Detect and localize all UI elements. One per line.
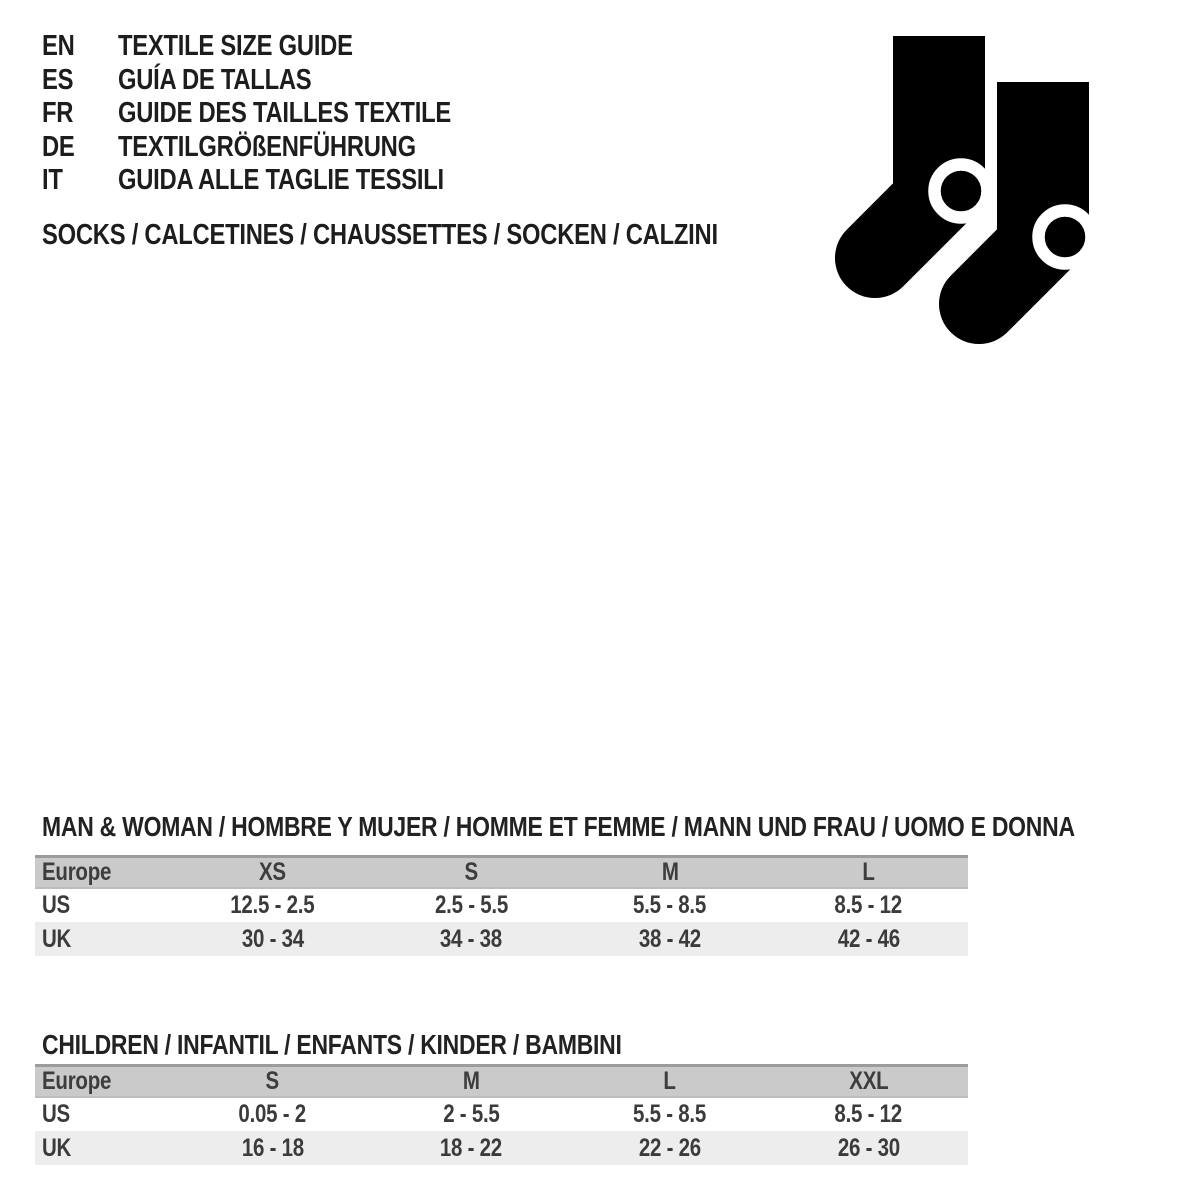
language-row-it bbox=[42, 164, 524, 198]
header-cell-size: XS bbox=[258, 858, 286, 886]
language-title: TEXTILGRÖßENFÜHRUNG bbox=[118, 130, 416, 163]
header-cell-size: M bbox=[462, 1067, 480, 1095]
language-code: ES bbox=[42, 63, 74, 96]
table-row-us bbox=[35, 888, 968, 922]
man-woman-table-title bbox=[42, 810, 1200, 844]
table-row-uk bbox=[35, 1131, 968, 1165]
row-label-cell: US bbox=[42, 1100, 70, 1128]
size-value-cell: 5.5 - 8.5 bbox=[633, 1100, 707, 1128]
language-title-list bbox=[42, 30, 524, 198]
size-value-cell: 2.5 - 5.5 bbox=[434, 891, 508, 919]
table-row-uk bbox=[35, 922, 968, 956]
header-cell-size: L bbox=[862, 858, 875, 886]
table-row-us bbox=[35, 1097, 968, 1131]
size-value-cell: 22 - 26 bbox=[638, 1133, 701, 1162]
language-row-fr bbox=[42, 97, 524, 131]
row-label-cell: UK bbox=[42, 1133, 72, 1162]
size-value-cell: 2 - 5.5 bbox=[442, 1100, 500, 1128]
language-code: EN bbox=[42, 30, 75, 62]
man-woman-size-table bbox=[35, 855, 968, 956]
header-cell-size: L bbox=[663, 1067, 677, 1095]
row-label-cell: UK bbox=[42, 924, 72, 953]
language-row-es bbox=[42, 64, 524, 98]
size-value-cell: 8.5 - 12 bbox=[834, 891, 903, 919]
header-cell-region: Europe bbox=[42, 1067, 112, 1095]
size-value-cell: 0.05 - 2 bbox=[238, 1100, 307, 1128]
header-cell-size: S bbox=[265, 1067, 280, 1095]
size-value-cell: 18 - 22 bbox=[440, 1133, 503, 1162]
table-header-row bbox=[35, 857, 968, 889]
language-title: GUÍA DE TALLAS bbox=[118, 63, 312, 96]
table-header-row bbox=[35, 1066, 968, 1098]
language-row-de bbox=[42, 131, 524, 165]
header-cell-size: S bbox=[464, 858, 478, 886]
header-cell-region: Europe bbox=[42, 858, 112, 886]
socks-icon bbox=[818, 36, 1108, 346]
language-code: IT bbox=[42, 164, 63, 196]
category-heading-text: SOCKS / CALCETINES / CHAUSSETTES / SOCKEN / CALZINI bbox=[42, 219, 718, 251]
size-value-cell: 42 - 46 bbox=[837, 924, 900, 953]
header-cell-size: M bbox=[661, 858, 679, 886]
size-value-cell: 26 - 30 bbox=[837, 1133, 900, 1162]
children-size-table bbox=[35, 1064, 968, 1165]
row-label-cell: US bbox=[42, 891, 70, 919]
language-title: TEXTILE SIZE GUIDE bbox=[118, 30, 353, 62]
size-value-cell: 8.5 - 12 bbox=[834, 1100, 903, 1128]
language-title: GUIDA ALLE TAGLIE TESSILI bbox=[118, 164, 444, 196]
size-value-cell: 30 - 34 bbox=[241, 924, 304, 953]
size-value-cell: 5.5 - 8.5 bbox=[633, 891, 707, 919]
size-value-cell: 34 - 38 bbox=[440, 924, 503, 953]
language-row-en bbox=[42, 30, 524, 64]
language-code: DE bbox=[42, 130, 75, 163]
children-table-title-text: CHILDREN / INFANTIL / ENFANTS / KINDER / BAMBINI bbox=[42, 1029, 622, 1060]
category-heading bbox=[42, 221, 866, 249]
language-code: FR bbox=[42, 97, 74, 129]
man-woman-table-title-text: MAN & WOMAN / HOMBRE Y MUJER / HOMME ET FEMME / MANN UND FRAU / UOMO E DONNA bbox=[42, 811, 1075, 842]
children-table-title bbox=[42, 1028, 749, 1062]
size-value-cell: 38 - 42 bbox=[638, 924, 701, 953]
size-value-cell: 16 - 18 bbox=[241, 1133, 304, 1162]
header-cell-size: XXL bbox=[849, 1067, 889, 1095]
language-title: GUIDE DES TAILLES TEXTILE bbox=[118, 97, 451, 129]
size-value-cell: 12.5 - 2.5 bbox=[230, 891, 315, 919]
